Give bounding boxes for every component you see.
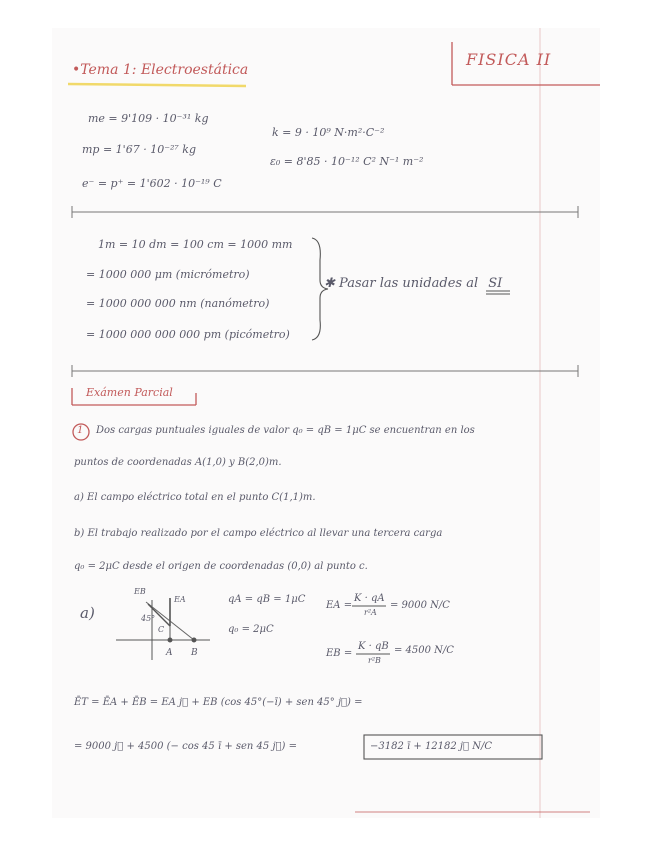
units-line-4: = 1000 000 000 000 pm (picómetro) <box>86 328 290 341</box>
subject-title: FISICA II <box>466 50 552 69</box>
ea-denominator: r²A <box>364 608 377 617</box>
givens-test-charge: q₀ = 2μC <box>228 624 274 635</box>
constant-mp: mp = 1'67 · 10⁻²⁷ kg <box>82 143 197 156</box>
diagram-label-a: A <box>166 648 173 658</box>
constant-charge: e⁻ = p⁺ = 1'602 · 10⁻¹⁹ C <box>82 177 222 190</box>
ea-numerator: K · qA <box>354 593 385 604</box>
units-line-1: 1m = 10 dm = 100 cm = 1000 mm <box>98 238 293 251</box>
constant-me: me = 9'109 · 10⁻³¹ kg <box>88 112 209 125</box>
topic-title: •Tema 1: Electroestática <box>72 62 249 78</box>
givens-charges: qA = qB = 1μC <box>228 594 306 605</box>
diagram-label-angle: 45° <box>141 614 156 623</box>
diagram-label-c: C <box>158 625 165 634</box>
units-note <box>324 276 502 291</box>
constant-eps0: ε₀ = 8'85 · 10⁻¹² C² N⁻¹ m⁻² <box>270 155 424 168</box>
problem-part-a: a) El campo eléctrico total en el punto C(1,1)m. <box>74 492 316 503</box>
ea-lhs: EA = <box>326 600 353 611</box>
eb-denominator: r²B <box>368 656 381 665</box>
exam-heading: Exámen Parcial <box>86 386 173 399</box>
eb-result: = 4500 N/C <box>394 645 454 656</box>
units-line-2: = 1000 000 μm (micrómetro) <box>86 268 250 281</box>
units-line-3: = 1000 000 000 nm (nanómetro) <box>86 297 270 310</box>
problem-part-b-1: b) El trabajo realizado por el campo eléctrico al llevar una tercera carga <box>74 528 443 539</box>
units-note-text: ✱ Pasar las unidades al <box>324 276 479 291</box>
problem-statement-2: puntos de coordenadas A(1,0) y B(2,0)m. <box>74 457 282 468</box>
diagram-label-b: B <box>191 648 198 658</box>
diagram-label-ea: EA <box>174 595 186 604</box>
problem-statement-1: Dos cargas puntuales iguales de valor q₀ = qB = 1μC se encuentran en los <box>96 425 475 436</box>
solution-label-a: a) <box>80 604 95 622</box>
problem-number: 1 <box>77 425 84 436</box>
diagram-label-eb: EB <box>134 587 146 596</box>
units-note-si: SI <box>488 276 503 291</box>
vector-expansion: = 9000 j⃗ + 4500 (− cos 45 ī + sen 45 j⃗) = <box>74 741 298 752</box>
problem-part-b-2: q₀ = 2μC desde el origen de coordenadas (0,0) al punto c. <box>74 561 368 572</box>
ea-result: = 9000 N/C <box>390 600 450 611</box>
final-result: −3182 ī + 12182 j⃗ N/C <box>370 741 492 752</box>
eb-lhs: EB = <box>326 648 353 659</box>
eb-numerator: K · qB <box>358 641 389 652</box>
constant-k: k = 9 · 10⁹ N·m²·C⁻² <box>272 126 385 139</box>
vector-sum-equation: ĒT = ĒA + ĒB = EA j⃗ + EB (cos 45°(−ī) + sen 45° j⃗) = <box>74 697 363 708</box>
